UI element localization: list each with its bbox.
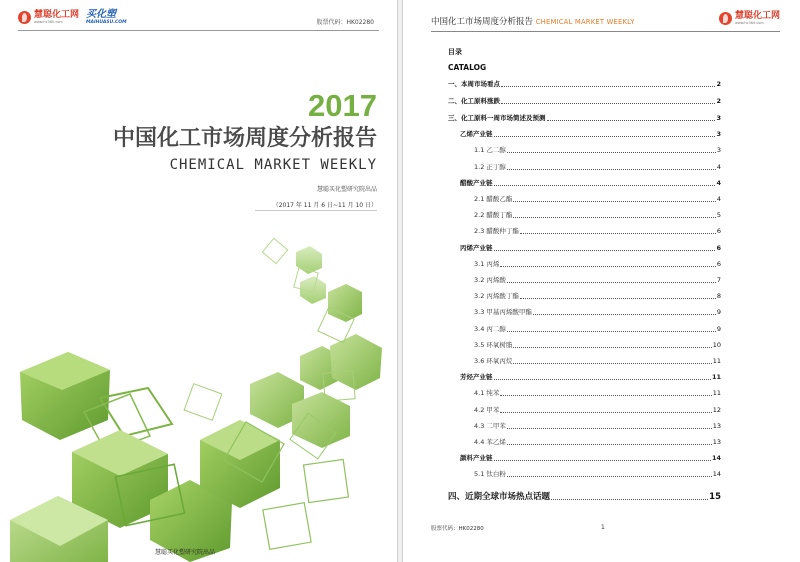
toc-entry-page: 2 bbox=[716, 80, 721, 88]
toc-entry[interactable] bbox=[474, 325, 721, 333]
toc-entry-label: 4.1 纯苯 bbox=[474, 389, 500, 398]
toc-entry[interactable] bbox=[460, 454, 721, 462]
toc-entry[interactable] bbox=[474, 146, 721, 154]
toc-entry[interactable] bbox=[474, 389, 721, 397]
toc-entry-page: 6 bbox=[716, 227, 721, 236]
toc-leader-dots bbox=[501, 103, 715, 104]
toc-entry-page: 14 bbox=[711, 454, 721, 463]
hc360-logo bbox=[34, 11, 79, 25]
toc-entry[interactable] bbox=[474, 276, 721, 284]
toc-entry[interactable] bbox=[474, 406, 721, 414]
toc-title: 目录 bbox=[448, 48, 462, 56]
toc-entry-page: 12 bbox=[712, 405, 721, 414]
toc-entry-label: 3.4 丙二醇 bbox=[474, 324, 506, 333]
running-header-en: CHEMICAL MARKET WEEKLY bbox=[535, 18, 635, 26]
toc-entry-label: 3.1 丙烯 bbox=[474, 259, 500, 268]
hc360-logo-right bbox=[719, 12, 780, 26]
toc-leader-dots bbox=[551, 499, 708, 500]
header-rule bbox=[18, 30, 379, 31]
hc360-logo-text: 慧聪化工网 bbox=[734, 11, 780, 21]
toc-entry[interactable] bbox=[474, 422, 721, 430]
toc-entry[interactable] bbox=[448, 97, 721, 105]
toc-entry[interactable] bbox=[474, 260, 721, 268]
running-header bbox=[431, 15, 635, 27]
toc-entry[interactable] bbox=[474, 195, 721, 203]
toc-entry-label: 1.2 正丁醇 bbox=[474, 162, 506, 171]
toc-entry-label: 一、本周市场看点 bbox=[448, 80, 500, 88]
toc-entry-page: 11 bbox=[712, 389, 721, 398]
cover-title-en: CHEMICAL MARKET WEEKLY bbox=[169, 157, 377, 173]
running-header-cn: 中国化工市场周度分析报告 bbox=[431, 17, 534, 27]
toc-entry-label: 3.6 环氧丙烷 bbox=[474, 357, 513, 365]
toc-entry-page: 3 bbox=[716, 114, 721, 122]
cover-publisher: 慧聪买化塑研究院出品 bbox=[316, 186, 377, 193]
toc-entry-label: 1.1 乙二醇 bbox=[474, 146, 506, 155]
hc360-logo-url: www.hc360.com bbox=[734, 21, 764, 25]
toc-entry-label: 二、化工原料涨跌 bbox=[448, 97, 500, 105]
toc-leader-dots bbox=[533, 314, 716, 315]
cover-title: 中国化工市场周度分析报告 bbox=[112, 126, 377, 151]
toc-entry-page: 15 bbox=[709, 492, 721, 503]
toc-entry-label: 4.2 甲苯 bbox=[474, 405, 500, 414]
toc-leader-dots bbox=[520, 298, 716, 299]
hc360-logo-icon bbox=[719, 12, 732, 25]
toc-entry-label: 4.3 二甲苯 bbox=[474, 421, 506, 430]
toc-entry-page: 3 bbox=[716, 146, 721, 155]
page-number: 1 bbox=[601, 524, 605, 531]
toc-entry[interactable] bbox=[474, 163, 721, 171]
hc360-logo-text: 慧聪化工网 bbox=[34, 10, 80, 20]
toc-entry-page: 14 bbox=[712, 470, 721, 479]
toc-leader-dots bbox=[507, 282, 716, 283]
toc-entry-page: 13 bbox=[712, 438, 721, 446]
toc-leader-dots bbox=[501, 86, 715, 87]
toc-entry[interactable] bbox=[474, 357, 721, 365]
toc-entry-label: 3.3 甲基丙烯酸甲酯 bbox=[474, 308, 532, 317]
toc-leader-dots bbox=[507, 169, 716, 170]
toc-entry-page: 9 bbox=[716, 308, 721, 317]
toc-entry[interactable] bbox=[474, 341, 721, 349]
toc-entry-label: 3.2 丙烯酸丁酯 bbox=[474, 292, 519, 301]
cover-year: 2017 bbox=[308, 88, 377, 123]
toc-leader-dots bbox=[494, 250, 716, 251]
toc-entry-page: 9 bbox=[716, 324, 721, 333]
toc-leader-dots bbox=[494, 136, 716, 137]
toc-entry[interactable] bbox=[474, 438, 721, 446]
toc-entry-label: 2.2 醋酸丁酯 bbox=[474, 211, 513, 220]
toc-entry-label: 5.1 钛白粉 bbox=[474, 470, 506, 479]
header-rule bbox=[431, 31, 780, 32]
toc-entry-label: 丙烯产业链 bbox=[460, 243, 493, 252]
toc-leader-dots bbox=[507, 428, 712, 429]
toc-entry-label: 3.5 环氧树脂 bbox=[474, 340, 513, 349]
toc-leader-dots bbox=[494, 185, 716, 186]
toc-leader-dots bbox=[500, 412, 711, 413]
toc-entry[interactable] bbox=[474, 308, 721, 316]
toc-entry[interactable] bbox=[474, 227, 721, 235]
hc360-logo-icon bbox=[18, 11, 31, 24]
toc-entry-label: 四、近期全球市场热点话题 bbox=[448, 492, 551, 503]
toc-entry-label: 3.2 丙烯酸 bbox=[474, 276, 506, 284]
toc-entry[interactable] bbox=[460, 244, 721, 252]
toc-leader-dots bbox=[494, 460, 711, 461]
toc-entry-page: 13 bbox=[712, 421, 721, 430]
toc-entry[interactable] bbox=[448, 114, 721, 122]
maihuasu-logo bbox=[86, 10, 127, 26]
toc-entry-page: 10 bbox=[712, 340, 721, 349]
toc-leader-dots bbox=[513, 363, 711, 364]
toc-entry-page: 11 bbox=[712, 357, 721, 365]
toc-entry-page: 2 bbox=[716, 97, 721, 105]
toc-entry[interactable] bbox=[460, 373, 721, 381]
toc-entry-page: 3 bbox=[716, 130, 721, 139]
brand-logos bbox=[18, 10, 127, 26]
stock-code: 股票代码：HK02280 bbox=[316, 19, 374, 26]
toc-leader-dots bbox=[507, 444, 712, 445]
cover-page bbox=[0, 0, 398, 562]
toc-leader-dots bbox=[513, 217, 715, 218]
toc-leader-dots bbox=[547, 120, 716, 121]
toc-entry-label: 2.1 醋酸乙酯 bbox=[474, 195, 513, 203]
toc-entry-page: 4 bbox=[716, 195, 721, 203]
toc-entry[interactable] bbox=[460, 179, 721, 187]
toc-leader-dots bbox=[500, 395, 711, 396]
toc-entry[interactable] bbox=[448, 493, 721, 501]
maihuasu-logo-url: MAIHUASU.COM bbox=[86, 20, 127, 25]
toc-entry-page: 6 bbox=[716, 259, 721, 268]
cover-date-range: （2017 年 11 月 6 日~11 月 10 日） bbox=[272, 202, 377, 209]
footer-stock-code: 股票代码：HK02280 bbox=[431, 526, 484, 532]
cover-rule bbox=[255, 210, 377, 211]
cover-footer: 慧聪买化塑研究院出品 bbox=[155, 549, 216, 556]
toc-entry-label: 乙烯产业链 bbox=[460, 130, 493, 139]
toc-entry-label: 颜料产业链 bbox=[460, 454, 493, 463]
toc-leader-dots bbox=[507, 476, 712, 477]
cube-decoration bbox=[0, 0, 398, 562]
toc-entry[interactable] bbox=[474, 211, 721, 219]
toc-entry-page: 11 bbox=[711, 373, 721, 382]
toc-entry-label: 2.3 醋酸仲丁酯 bbox=[474, 227, 519, 236]
toc-entry[interactable] bbox=[474, 292, 721, 300]
toc-entry-page: 6 bbox=[716, 243, 721, 252]
maihuasu-logo-text: 买化塑 bbox=[86, 9, 117, 20]
toc-leader-dots bbox=[494, 379, 711, 380]
toc-leader-dots bbox=[513, 347, 711, 348]
toc-leader-dots bbox=[520, 233, 716, 234]
toc-leader-dots bbox=[507, 152, 716, 153]
toc-entry-page: 4 bbox=[716, 178, 721, 187]
toc-entry-label: 醋酸产业链 bbox=[460, 178, 493, 187]
toc-entry-label: 芳烃产业链 bbox=[460, 373, 493, 382]
toc-leader-dots bbox=[500, 266, 715, 267]
toc-title-en: CATALOG bbox=[448, 63, 487, 72]
toc-page bbox=[402, 0, 800, 562]
toc-leader-dots bbox=[507, 331, 716, 332]
hc360-logo-url: www.hc360.com bbox=[34, 20, 63, 24]
toc-entry-page: 4 bbox=[716, 162, 721, 171]
toc-entry-page: 8 bbox=[716, 292, 721, 301]
toc-entry-page: 7 bbox=[716, 276, 721, 284]
toc-entry[interactable] bbox=[448, 80, 721, 88]
toc-entry-page: 5 bbox=[716, 211, 721, 220]
toc-entry-label: 三、化工原料一周市场简述及预测 bbox=[448, 114, 546, 122]
toc-leader-dots bbox=[513, 201, 715, 202]
toc-entry[interactable] bbox=[460, 130, 721, 138]
toc-entry[interactable] bbox=[474, 470, 721, 478]
toc-entry-label: 4.4 苯乙烯 bbox=[474, 438, 506, 446]
